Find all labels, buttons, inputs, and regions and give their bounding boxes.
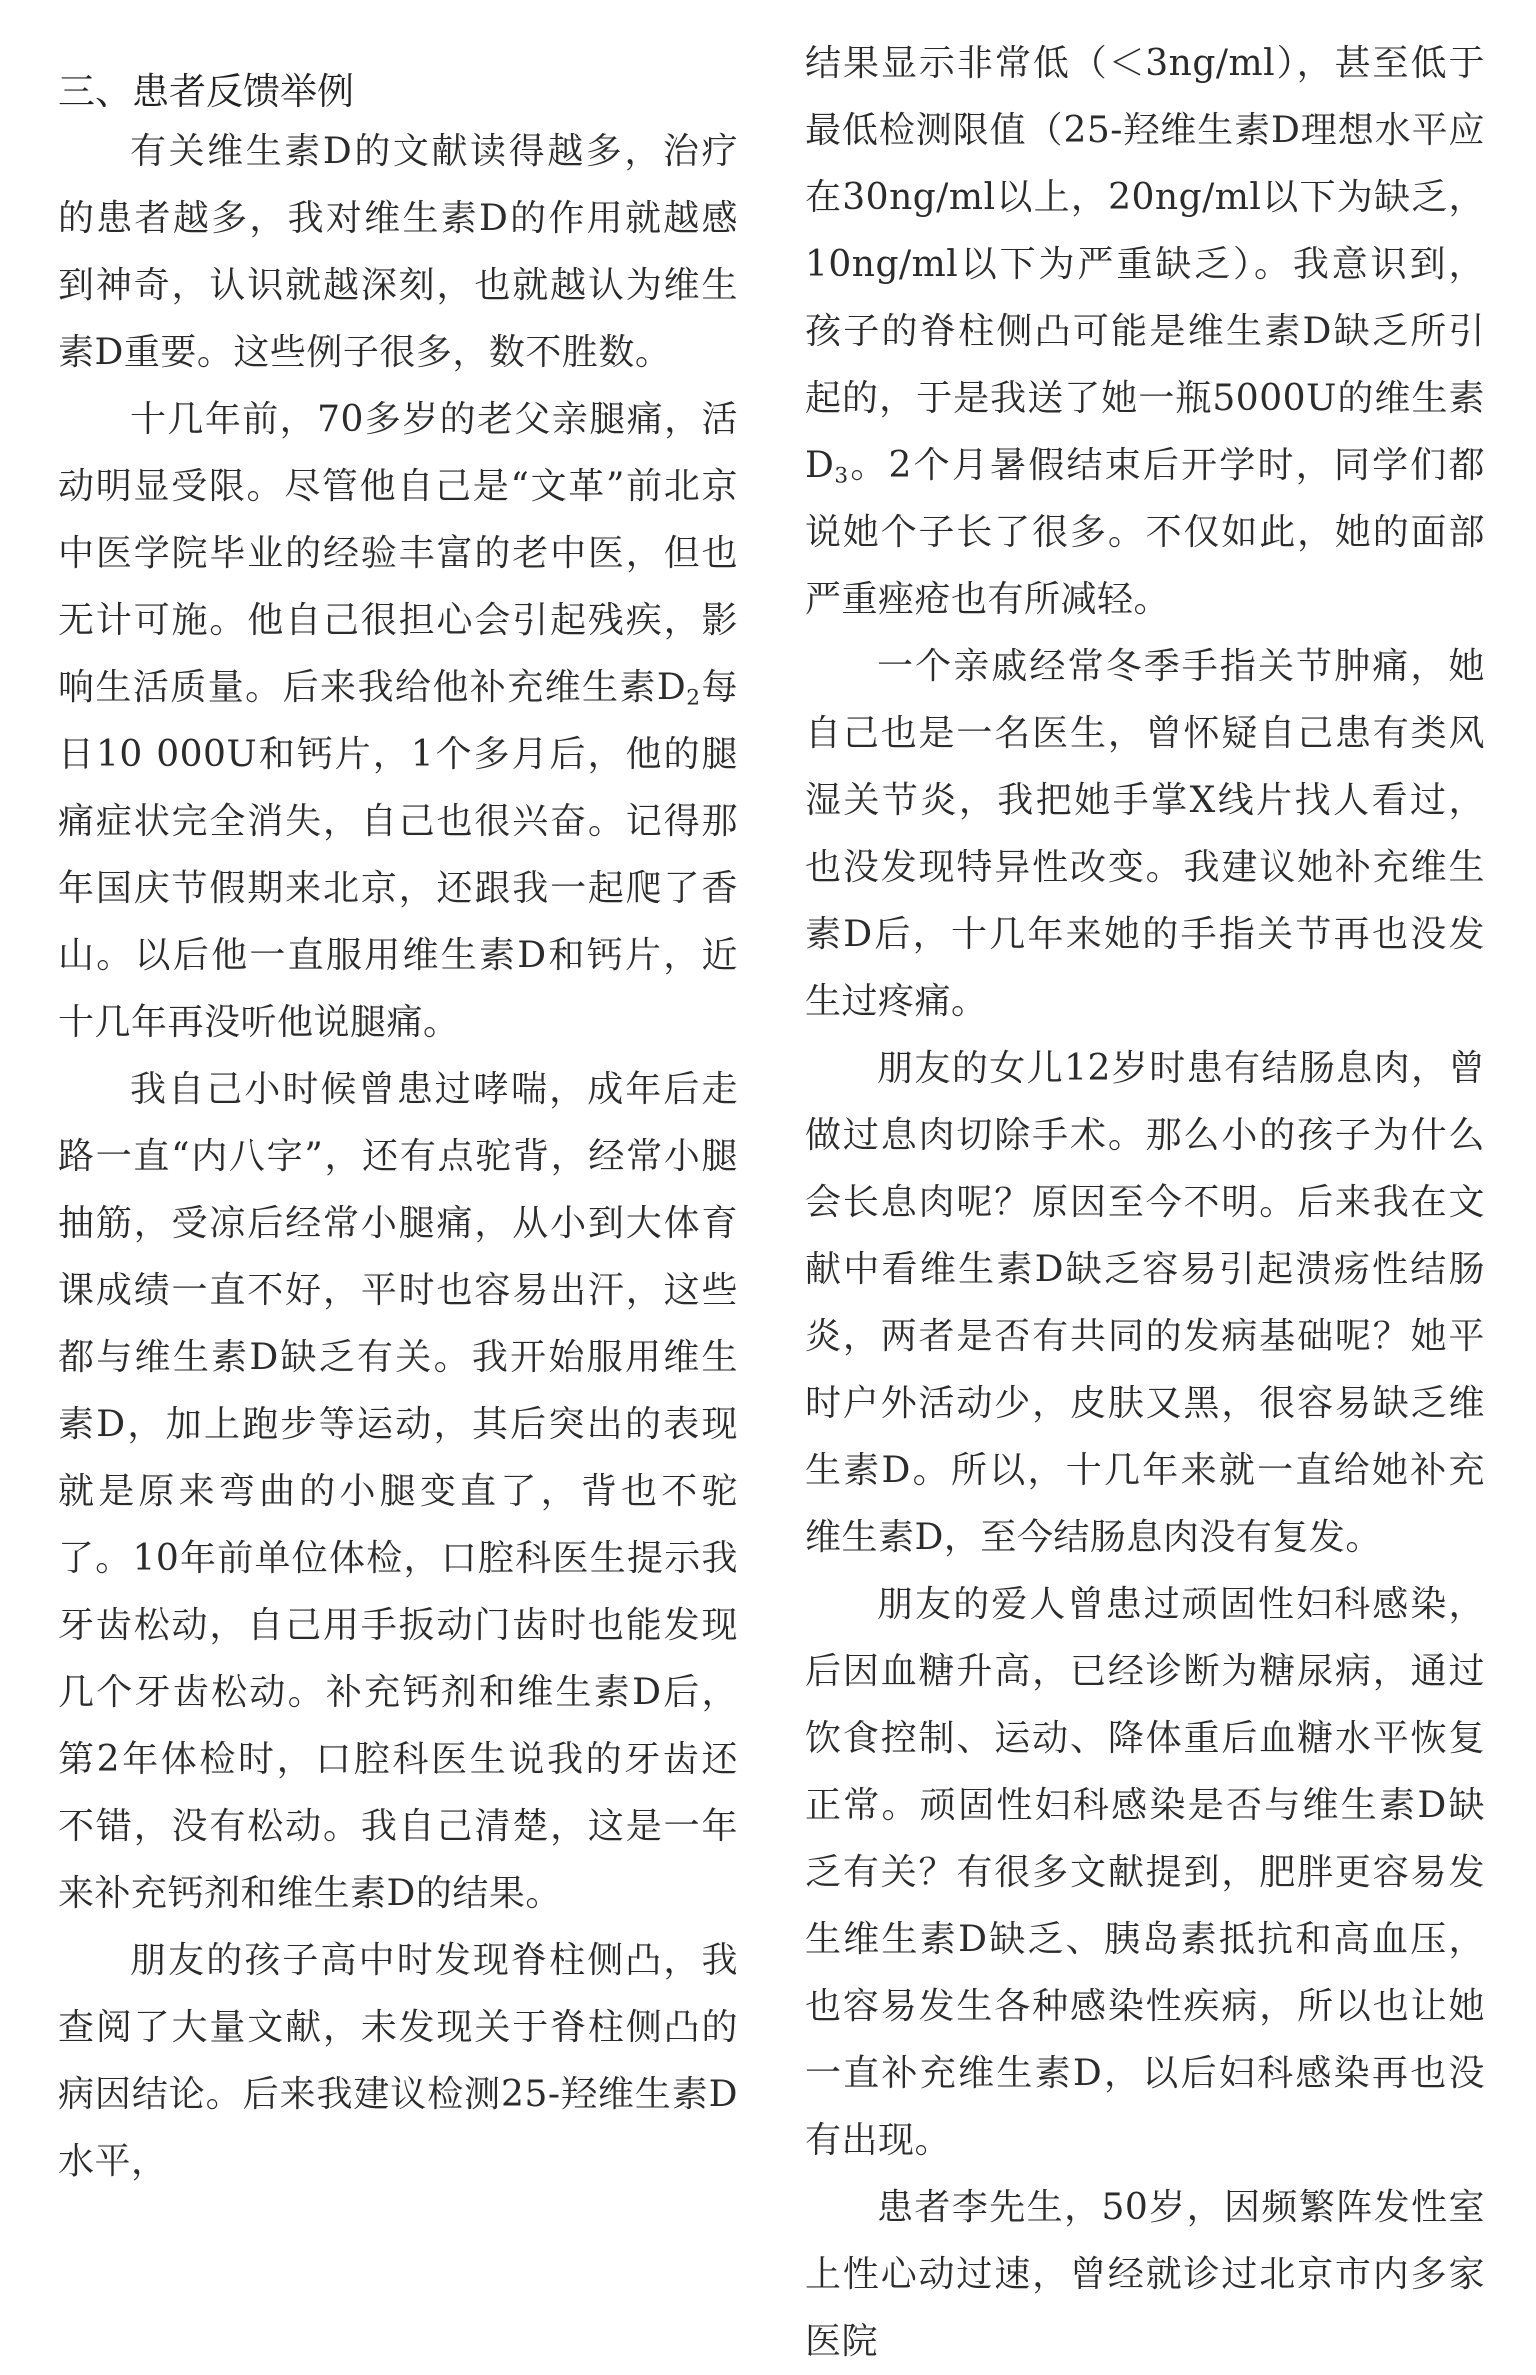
paragraph-continued-text-a: 结果显示非常低（＜3ng/ml），甚至低于最低检测限值（25-羟维生素D理想水平应在30ng/ml以上，20ng/ml以下为缺乏，10ng/ml以下为严重缺乏）。我意识到，孩子的脊柱侧凸可能是维生素D缺乏所引起的，于是我送了她一瓶5000U的维生素D — [805, 43, 1485, 486]
paragraph-continued-text-b: 。2个月暑假结束后开学时，同学们都说她个子长了很多。不仅如此，她的面部严重痤疮也有所减轻。 — [805, 445, 1485, 620]
subscript-d2: 2 — [686, 685, 701, 711]
paragraph-friend-spouse: 朋友的爱人曾患过顽固性妇科感染，后因血糖升高，已经诊断为糖尿病，通过饮食控制、运动、降体重后血糖水平恢复正常。顽固性妇科感染是否与维生素D缺乏有关？有很多文献提到，肥胖更容易发生维生素D缺乏、胰岛素抵抗和高血压，也容易发生各种感染性疾病，所以也让她一直补充维生素D，以后妇科感染再也没有出现。 — [805, 1584, 1485, 2161]
paragraph-self: 我自己小时候曾患过哮喘，成年后走路一直“内八字”，还有点驼背，经常小腿抽筋，受凉后经常小腿痛，从小到大体育课成绩一直不好，平时也容易出汗，这些都与维生素D缺乏有关。我开始服用维生素D，加上跑步等运动，其后突出的表现就是原来弯曲的小腿变直了，背也不驼了。10年前单位体检，口腔科医生提示我牙齿松动，自己用手扳动门齿时也能发现几个牙齿松动。补充钙剂和维生素D后，第2年体检时，口腔科医生说我的牙齿还不错，没有松动。我自己清楚，这是一年来补充钙剂和维生素D的结果。 — [58, 1069, 738, 1914]
subscript-d3: 3 — [834, 463, 849, 489]
paragraph-father-text-a: 十几年前，70多岁的老父亲腿痛，活动明显受限。尽管他自己是“文革”前北京中医学院毕业的经验丰富的老中医，但也无计可施。他自己很担心会引起残疾，影响生活质量。后来我给他补充维生素D — [58, 399, 738, 708]
left-column — [58, 118, 738, 2195]
paragraph-continued — [805, 30, 1485, 633]
right-column — [805, 30, 1485, 2375]
paragraph-father — [58, 386, 738, 1056]
paragraph-father-text-b: 每日10 000U和钙片，1个多月后，他的腿痛症状完全消失，自己也很兴奋。记得那年国庆节假期来北京，还跟我一起爬了香山。以后他一直服用维生素D和钙片，近十几年再没听他说腿痛。 — [58, 667, 738, 1043]
section-heading: 三、患者反馈举例 — [58, 70, 354, 113]
paragraph-relative: 一个亲戚经常冬季手指关节肿痛，她自己也是一名医生，曾怀疑自己患有类风湿关节炎，我把她手掌X线片找人看过，也没发现特异性改变。我建议她补充维生素D后，十几年来她的手指关节再也没发生过疼痛。 — [805, 646, 1485, 1022]
paragraph-friend-daughter: 朋友的女儿12岁时患有结肠息肉，曾做过息肉切除手术。那么小的孩子为什么会长息肉呢？原因至今不明。后来我在文献中看维生素D缺乏容易引起溃疡性结肠炎，两者是否有共同的发病基础呢？她平时户外活动少，皮肤又黑，很容易缺乏维生素D。所以，十几年来就一直给她补充维生素D，至今结肠息肉没有复发。 — [805, 1048, 1485, 1558]
paragraph-friend-child: 朋友的孩子高中时发现脊柱侧凸，我查阅了大量文献，未发现关于脊柱侧凸的病因结论。后来我建议检测25-羟维生素D水平， — [58, 1940, 738, 2182]
paragraph-patient-li: 患者李先生，50岁，因频繁阵发性室上性心动过速，曾经就诊过北京市内多家医院 — [805, 2187, 1485, 2362]
paragraph-intro: 有关维生素D的文献读得越多，治疗的患者越多，我对维生素D的作用就越感到神奇，认识就越深刻，也就越认为维生素D重要。这些例子很多，数不胜数。 — [58, 131, 738, 373]
